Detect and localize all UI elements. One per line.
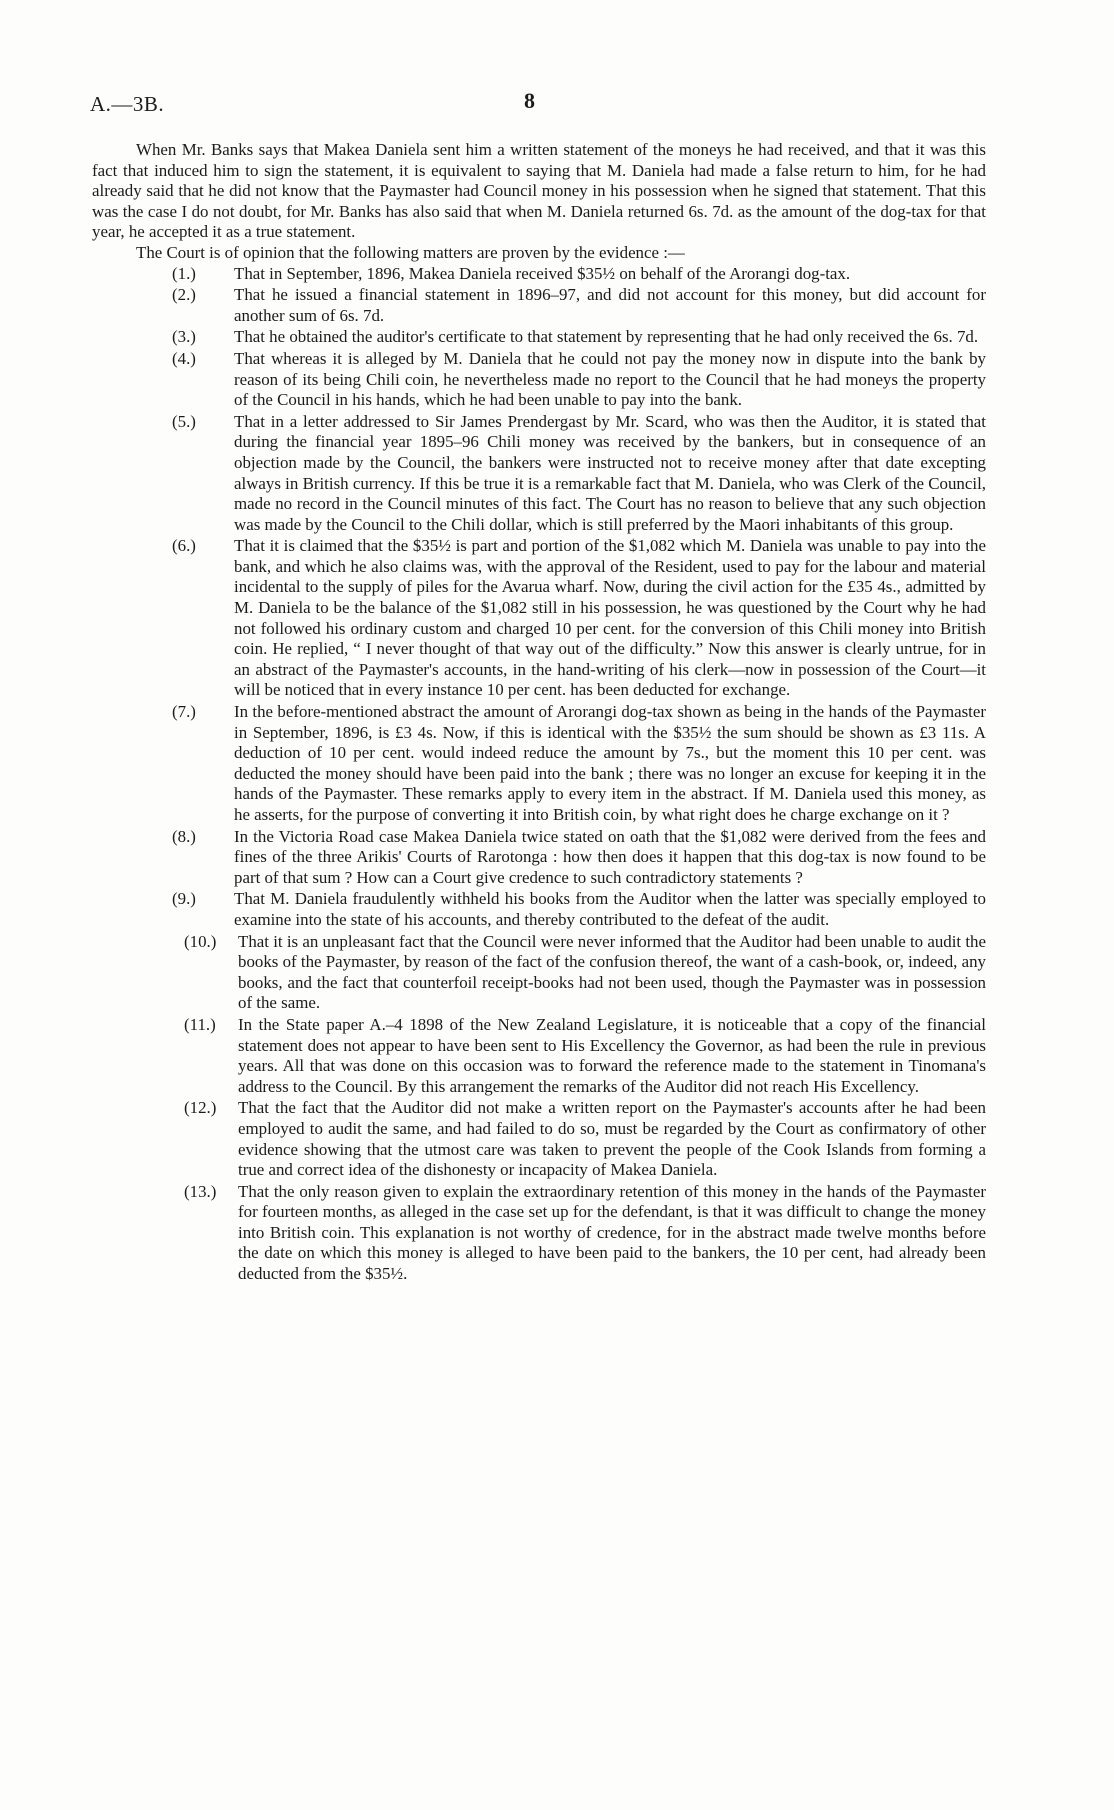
page-number: 8: [524, 88, 535, 113]
finding-text: In the before-mentioned abstract the amount of Arorangi dog-tax shown as being in the hands of the Paymaster in September, 1896, is £3 4s. Now, if this is identical with the $35½ the sum should be shown as £3 11s. A deduction of 10 per cent. would indeed reduce the amount by 7s., but the moment this 10 per cent. was deducted the money should have been paid into the bank ; there was no longer an excuse for keeping it in the hands of the Paymaster. These remarks apply to every item in the abstract. If M. Daniela used this money, as he asserts, for the purpose of converting it into British coin, by what right does he charge exchange on it ?: [234, 702, 986, 824]
finding-number: (5.): [172, 411, 196, 431]
finding-number: (10.): [184, 931, 217, 951]
finding-text: That the fact that the Auditor did not make a written report on the Paymaster's accounts after he had been employed to audit the same, and had failed to do so, must be regarded by the Court as confirmatory of other evidence showing that the utmost care was taken to prevent the people of the Cook Islands from forming a true and correct idea of the dishonesty or incapacity of Makea Daniela.: [238, 1098, 986, 1180]
finding-text: That it is an unpleasant fact that the Council were never informed that the Auditor had been unable to audit the books of the Paymaster, by reason of the fact of the confusion thereof, the want of a cash-book, or, indeed, any books, and the fact that counterfoil receipt-books had not been used, though the Paymaster was in possession of the same.: [238, 931, 986, 1013]
finding-item: [92, 327, 986, 348]
finding-item: [92, 827, 986, 889]
finding-number: (11.): [184, 1014, 216, 1034]
finding-text: That in September, 1896, Makea Daniela received $35½ on behalf of the Arorangi dog-tax.: [234, 263, 851, 283]
finding-number: (13.): [184, 1181, 217, 1201]
finding-text: That he obtained the auditor's certificate to that statement by representing that he had only received the 6s. 7d.: [234, 327, 979, 347]
finding-number: (12.): [184, 1098, 217, 1118]
document-body: [92, 140, 986, 1286]
finding-number: (3.): [172, 327, 196, 347]
finding-text: That whereas it is alleged by M. Daniela that he could not pay the money now in dispute into the bank by reason of its being Chili coin, he nevertheless made no report to the Council that he had moneys the property of the Council in his hands, which he had been unable to pay into the bank.: [234, 348, 986, 410]
finding-item: [92, 889, 986, 930]
finding-number: (2.): [172, 285, 196, 305]
page-header: [90, 88, 990, 122]
finding-number: (7.): [172, 702, 196, 722]
finding-item: [92, 264, 986, 285]
finding-text: That it is claimed that the $35½ is part and portion of the $1,082 which M. Daniela was unable to pay into the bank, and which he also claims was, with the approval of the Resident, used to pay for the labour and material incidental to the supply of piles for the Avarua wharf. Now, during the civil action for the £35 4s., admitted by M. Daniela to be the balance of the $1,082 still in his possession, he was questioned by the Court why he had not followed his ordinary custom and charged 10 per cent. for the conversion of this Chili money into British coin. He replied, “ I never thought of that way out of the difficulty.” Now this answer is clearly untrue, for in an abstract of the Paymaster's accounts, in the hand-writing of his clerk—now in possession of the Court—it will be noticed that in every instance 10 per cent. has been deducted for exchange.: [234, 536, 986, 700]
finding-number: (6.): [172, 536, 196, 556]
finding-item: [92, 349, 986, 411]
finding-item: [92, 932, 986, 1014]
intro-paragraph: When Mr. Banks says that Makea Daniela sent him a written statement of the moneys he had received, and that it was this fact that induced him to sign the statement, it is equivalent to saying that M. Daniela had made a false return to him, for he had already said that he did not know that the Paymaster had Council money in his possession when he signed that statement. That this was the case I do not doubt, for Mr. Banks has also said that when M. Daniela returned 6s. 7d. as the amount of the dog-tax for that year, he accepted it as a true statement.: [92, 140, 986, 242]
findings-lead: The Court is of opinion that the following matters are proven by the evidence :—: [136, 242, 685, 262]
findings-list: [92, 264, 986, 1285]
finding-text: That the only reason given to explain the extraordinary retention of this money in the hands of the Paymaster for fourteen months, as alleged in the case set up for the defendant, is that it was difficult to change the money into British coin. This explanation is not worthy of credence, for in the abstract made twelve months before the date on which this money is alleged to have been paid to the bankers, the 10 per cent, had already been deducted from the $35½.: [238, 1181, 986, 1284]
finding-text: That in a letter addressed to Sir James Prendergast by Mr. Scard, who was then the Auditor, it is stated that during the financial year 1895–96 Chili money was received by the bankers, but in consequence of an objection made by the Council, the bankers were instructed not to receive money after that date excepting always in British currency. If this be true it is a remarkable fact that M. Daniela, who was Clerk of the Council, made no record in the Council minutes of this fact. The Court has no reason to believe that any such objection was made by the Council to the Chili dollar, which is still preferred by the Maori inhabitants of this group.: [234, 411, 986, 534]
document-reference: A.—3B.: [90, 92, 165, 116]
finding-item: [92, 285, 986, 326]
finding-item: [92, 1015, 986, 1097]
finding-text: In the Victoria Road case Makea Daniela twice stated on oath that the $1,082 were derived from the fees and fines of the three Arikis' Courts of Rarotonga : how then does it happen that this dog-tax is now found to be part of that sum ? How can a Court give credence to such contradictory statements ?: [234, 826, 986, 887]
finding-text: That he issued a financial statement in 1896–97, and did not account for this money, but did account for another sum of 6s. 7d.: [234, 285, 986, 325]
finding-number: (8.): [172, 826, 196, 846]
finding-number: (4.): [172, 348, 196, 368]
finding-item: [92, 1098, 986, 1180]
finding-item: [92, 702, 986, 826]
finding-item: [92, 536, 986, 701]
finding-item: [92, 412, 986, 536]
finding-item: [92, 1182, 986, 1285]
finding-number: (1.): [172, 263, 196, 283]
finding-text: In the State paper A.–4 1898 of the New Zealand Legislature, it is noticeable that a copy of the financial statement does not appear to have been sent to His Excellency the Governor, as had been the rule in previous years. All that was done on this occasion was to forward the reference made to the statement in Tinomana's address to the Council. By this arrangement the remarks of the Auditor did not reach His Excellency.: [238, 1014, 986, 1096]
finding-text: That M. Daniela fraudulently withheld his books from the Auditor when the latter was specially employed to examine into the state of his accounts, and thereby contributed to the defeat of the audit.: [234, 889, 986, 929]
finding-number: (9.): [172, 889, 196, 909]
